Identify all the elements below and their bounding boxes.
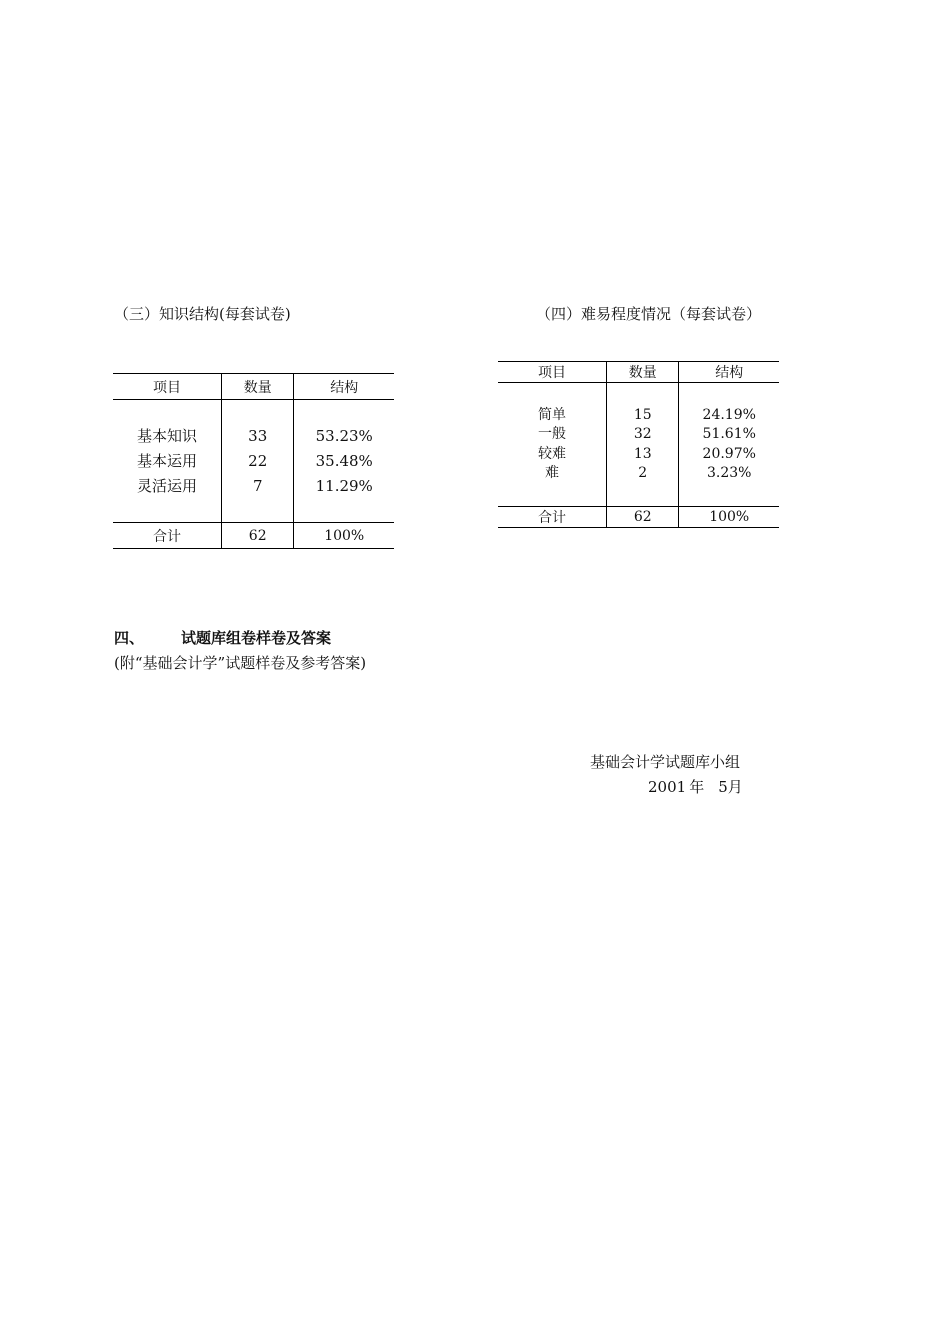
row-share: 11.29% [315, 476, 373, 495]
row-count: 15 [633, 406, 652, 423]
row-share: 53.23% [315, 426, 373, 445]
table-total-row [498, 507, 779, 528]
header-share: 结构 [679, 362, 779, 383]
row-item: 灵活运用 [136, 476, 197, 495]
table-header-row [113, 374, 394, 400]
row-item: 较难 [538, 445, 566, 462]
row-share: 24.19% [702, 406, 756, 423]
section3-caption: （三）知识结构(每套试卷) [114, 305, 291, 323]
item-column [498, 383, 607, 507]
share-column [679, 383, 779, 507]
part4-note: (附“基础会计学”试题样卷及参考答案) [114, 654, 367, 672]
part4-title: 试题库组卷样卷及答案 [181, 629, 332, 647]
row-share: 20.97% [702, 445, 756, 462]
row-count: 13 [633, 445, 652, 462]
total-share: 100% [294, 523, 394, 549]
count-column [222, 400, 294, 523]
knowledge-structure-table [113, 373, 394, 549]
share-column [294, 400, 394, 523]
signature-month-unit: 月 [727, 778, 743, 796]
table-body-row [498, 383, 779, 507]
row-share: 3.23% [706, 465, 752, 481]
row-item: 难 [545, 465, 559, 481]
total-label: 合计 [113, 523, 222, 549]
row-count: 7 [252, 476, 263, 495]
item-column [113, 400, 222, 523]
header-item: 项目 [113, 374, 222, 400]
part4-number: 四、 [114, 629, 145, 647]
row-count: 32 [633, 426, 652, 442]
header-count: 数量 [222, 374, 294, 400]
signature-year-unit: 年 [689, 778, 705, 796]
header-count: 数量 [607, 362, 679, 383]
signature-date [648, 776, 743, 797]
table-body-row [113, 400, 394, 523]
row-share: 35.48% [315, 451, 373, 470]
header-share: 结构 [294, 374, 394, 400]
row-count: 22 [248, 451, 268, 470]
section4-caption: （四）难易程度情况（每套试卷） [536, 305, 762, 323]
row-count: 33 [248, 426, 268, 445]
table-total-row [113, 523, 394, 549]
row-item: 一般 [538, 426, 566, 442]
signature-year: 2001 [648, 778, 687, 796]
row-item: 基本知识 [136, 426, 197, 445]
signature-month: 5 [718, 778, 728, 796]
row-item: 基本运用 [136, 451, 197, 470]
total-count: 62 [222, 523, 294, 549]
total-count: 62 [607, 507, 679, 528]
total-share: 100% [679, 507, 779, 528]
signature-group: 基础会计学试题库小组 [590, 753, 741, 771]
row-item: 简单 [538, 406, 566, 423]
row-count: 2 [638, 465, 648, 481]
table-header-row [498, 362, 779, 383]
count-column [607, 383, 679, 507]
row-share: 51.61% [702, 426, 756, 442]
header-item: 项目 [498, 362, 607, 383]
total-label: 合计 [498, 507, 607, 528]
difficulty-table [498, 361, 779, 528]
